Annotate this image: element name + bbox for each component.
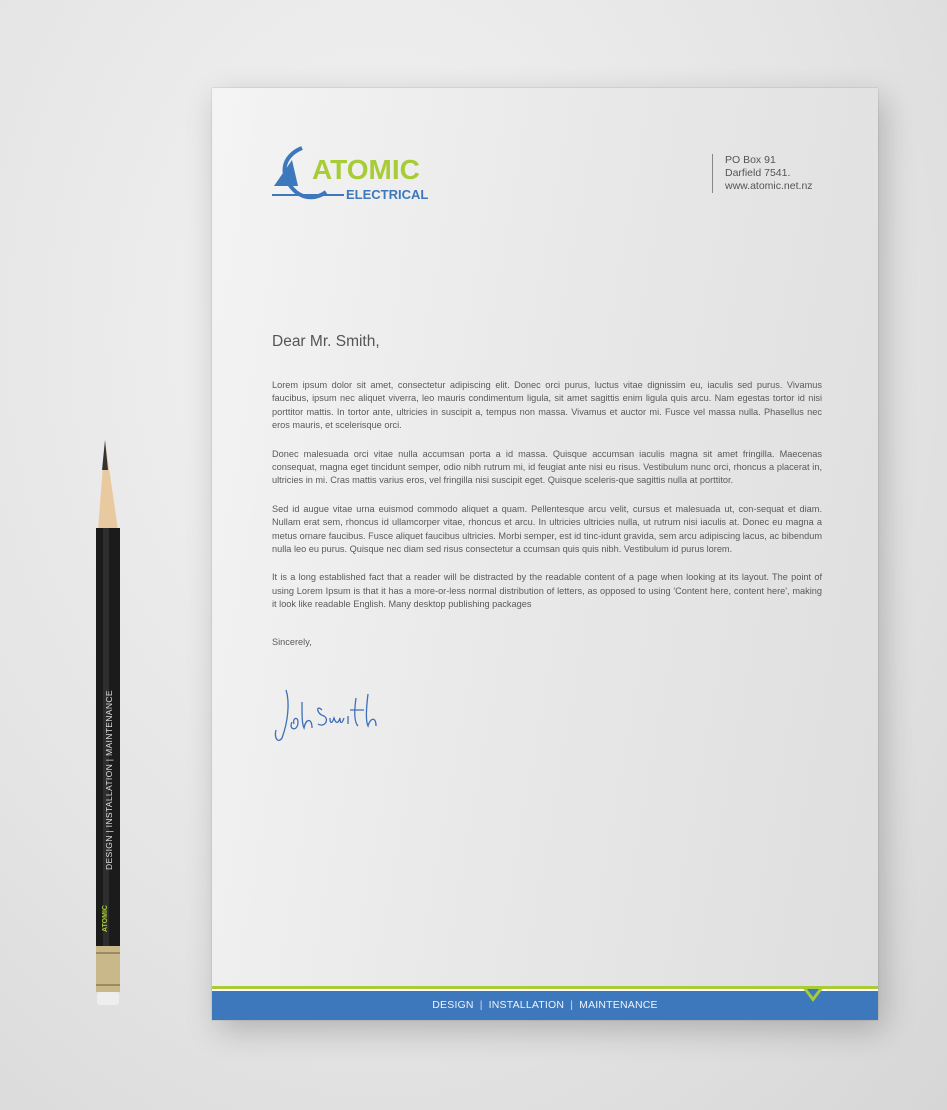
footer-installation: INSTALLATION [488, 999, 565, 1011]
greeting: Dear Mr. Smith, [272, 333, 380, 350]
footer-bar [212, 991, 878, 1020]
footer-notch [802, 985, 824, 1003]
footer-maintenance: MAINTENANCE [579, 999, 658, 1011]
footer-separator: | [570, 999, 574, 1011]
footer-separator: | [479, 999, 483, 1011]
paragraph: Lorem ipsum dolor sit amet, consectetur adipiscing elit. Donec orci purus, luctus vitae dignissim eu, iaculis sed purus. Vivamus faucibus, ipsum nec aliquet viverra, leo mauris condimentum ligula, sit amet sagittis enim ligula quis arcu. Nam egestas tortor id nisi porttitor mattis. In tortor ante, ultricies in suscipit a, tempus non massa. Vivamus et auctor mi. Fusce vel massa nulla. Phasellus nec eros mauris, et scelerisque orci. [272, 380, 822, 431]
letter-content [272, 379, 822, 746]
pencil-imprint-text: DESIGN | INSTALLATION | MAINTENANCE [104, 690, 114, 870]
logo-subtitle: ELECTRICAL [346, 187, 429, 202]
address-block [712, 154, 813, 193]
website: www.atomic.net.nz [725, 180, 813, 192]
pencil-logo-text: ATOMIC [102, 905, 109, 932]
letterhead-page [212, 88, 878, 1020]
closing: Sincerely, [272, 636, 312, 647]
po-box: PO Box 91 [725, 154, 776, 166]
paragraph: It is a long established fact that a reader will be distracted by the readable content of a page when looking at its layout. The point of using Lorem Ipsum is that it has a more-or-less normal distribution of letters, as opposed to using 'Content here, content here', making it look like readable English. Many desktop publishing packages [272, 572, 822, 610]
footer-design: DESIGN [432, 999, 474, 1011]
signature [272, 682, 392, 746]
letter-body [272, 379, 822, 612]
paragraph: Donec malesuada orci vitae nulla accumsan porta a id massa. Quisque accumsan iaculis magna sit amet fringilla. Maecenas consequat, magna eget tincidunt semper, odio nibh rutrum mi, id feugiat ante nisi eu risus. Vestibulum nunc orci, rhoncus a placerat in, ultricies in mi. Cras mattis varius eros, vel fringilla nisi suscipit eget. Quisque sceleris-que sagittis nulla at porttitor. [272, 448, 822, 486]
company-logo [272, 146, 447, 204]
logo-wordmark: ATOMIC [312, 154, 420, 185]
paragraph: Sed id augue vitae urna euismod commodo aliquet a quam. Pellentesque arcu velit, cursus et malesuada ut, con-sequat et diam. Nullam erat sem, rhoncus id ullamcorper vitae, rhoncus et arcu. In ultricies ultricies nulla, ut rutrum nisi iaculis at. Donec eu magna a metus ornare faucibus. Fusce aliquet faucibus ultricies. Morbi semper, est id tinc-idunt gravida, sem arcu adipiscing lacus, ac bibendum nulla leo eu purus. Quisque nec diam sed risus consectetur a ccumsan quis quis nibh. Vestibulum id purus lorem. [272, 503, 822, 555]
city: Darfield 7541. [725, 167, 791, 179]
